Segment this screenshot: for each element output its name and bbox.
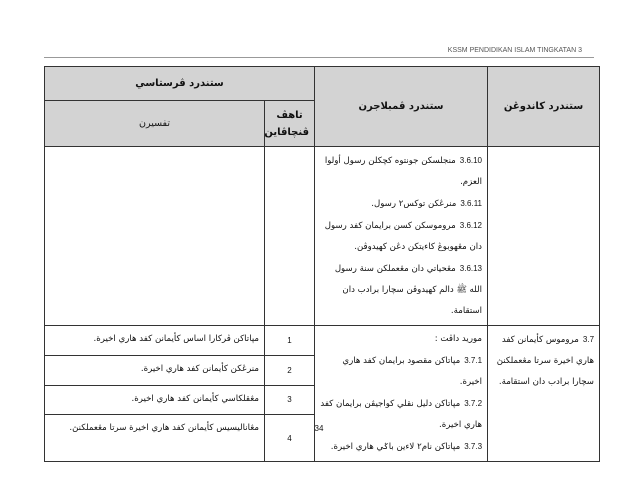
tahap-level: 2 [265, 355, 315, 385]
item-text: مڽاتاكن دليل نقلي كواجيڤن برايمان كفد هاري اخيرة. [320, 399, 483, 430]
header-tafsiran: تفسيرن [45, 101, 265, 147]
header-divider [44, 57, 594, 58]
tafsiran-text: منرڠكن كأيمانن كفد هاري اخيرة. [45, 355, 265, 385]
header-standard-pembelajaran: ستندرد ڤمبلاجرن [315, 67, 488, 147]
item-text: مروموسكن كسن برايمان كفد رسول دان مڠهوبوڠ كاءيتكن دڠن كهيدوڤن. [324, 221, 483, 252]
item-code: 3.6.11 [460, 199, 483, 208]
item-text: مڽاتاكن نام٢ لاءين باݢي هاري اخيرة. [330, 442, 461, 452]
curriculum-table [44, 66, 600, 462]
item-text: منرڠكن توكس٢ رسول. [371, 199, 457, 209]
cell-kandungan-3-7 [488, 326, 600, 462]
tafsiran-text: مڽاتاكن ڤركارا اساس كأيمانن كفد هاري اخيرة. [45, 326, 265, 356]
page-number: 34 [314, 424, 324, 433]
header-tahap-penguasaan [265, 101, 315, 147]
kandungan-code: 3.7 [582, 335, 595, 344]
item-code: 3.7.3 [464, 442, 483, 451]
item-code: 3.6.10 [459, 156, 483, 165]
tafsiran-text: مڠاناليسيس كأيمانن كفد هاري اخيرة سرتا مڠعملكنڽ. [45, 415, 265, 462]
item-text: مڽاتاكن مقصود برايمان كفد هاري اخيرة. [342, 356, 483, 387]
tahap-level: 1 [265, 326, 315, 356]
kandungan-text: مروموس كأيمانن كفد هاري اخيرة سرتا مڠعملكنڽ سچارا برادب دان استقامة. [496, 335, 595, 387]
header-standard-prestasi: ستندرد ڤرستاسي [45, 67, 315, 101]
cell-tafsiran-empty [45, 147, 265, 326]
cell-pembelajaran-3-6 [315, 147, 488, 326]
item-code: 3.6.12 [459, 221, 483, 230]
header-tahap-line2: ڤنچاڤاين [264, 126, 310, 138]
item-text: منجلسكن جونتوه كچكلن رسول أولوا العزم. [324, 156, 483, 187]
tahap-level: 3 [265, 385, 315, 415]
list-item [320, 350, 482, 393]
list-item [320, 150, 482, 193]
pembelajaran-intro: موريد داڤت : [434, 334, 483, 344]
cell-kandungan-empty [488, 147, 600, 326]
document-header: KSSM PENDIDIKAN ISLAM TINGKATAN 3 [447, 47, 582, 54]
item-code: 3.6.13 [459, 264, 483, 273]
list-item [320, 258, 482, 322]
list-item [320, 193, 482, 215]
item-code: 3.7.2 [464, 399, 483, 408]
cell-tahap-empty [265, 147, 315, 326]
item-text: مڠحياتي دان مڠعملكن سنة رسول الله ﷺ دالم كهيدوڤن سچارا برادب دان استقامة. [334, 264, 483, 316]
tafsiran-text: مڠقلكاسي كأيمانن كفد هاري اخيرة. [45, 385, 265, 415]
header-tahap-line1: تاهڤ [276, 109, 303, 121]
tahap-level: 4 [265, 415, 315, 462]
list-item [320, 436, 482, 458]
header-standard-kandungan: ستندرد كاندوڠن [488, 67, 600, 147]
cell-pembelajaran-3-7 [315, 326, 488, 462]
item-code: 3.7.1 [464, 356, 483, 365]
list-item [320, 215, 482, 258]
